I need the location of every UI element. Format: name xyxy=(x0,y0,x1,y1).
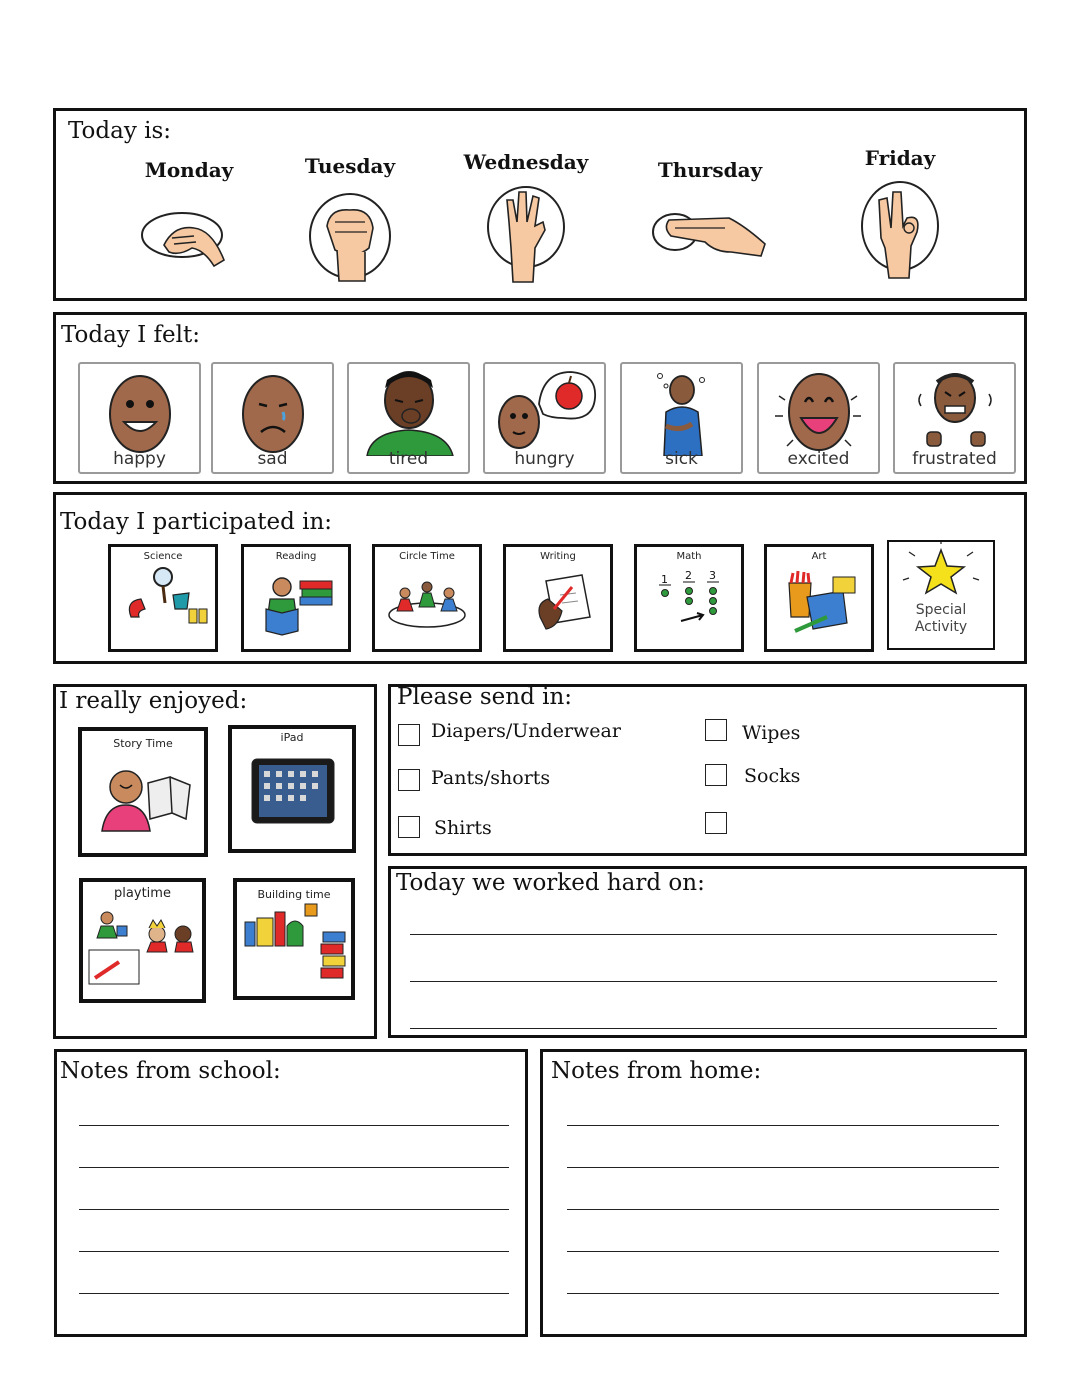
writing-icon xyxy=(506,547,610,649)
sign-tuesday-icon xyxy=(295,186,405,286)
writing-line[interactable] xyxy=(410,934,997,935)
enjoyed-ipad[interactable] xyxy=(228,725,356,853)
activity-special[interactable] xyxy=(887,540,995,650)
excited-face-icon xyxy=(759,366,878,456)
feeling-label: sick xyxy=(665,449,698,469)
feeling-label: tired xyxy=(388,449,429,469)
star-icon xyxy=(889,542,993,602)
day-tuesday[interactable] xyxy=(280,154,420,286)
sign-monday-icon xyxy=(134,190,244,280)
activity-math[interactable] xyxy=(634,544,744,652)
checkbox-label: Pants/shorts xyxy=(431,767,551,789)
notes-home-title: Notes from home: xyxy=(551,1058,762,1084)
writing-line[interactable] xyxy=(567,1251,999,1252)
checkbox-wipes[interactable] xyxy=(705,719,727,741)
feeling-label: happy xyxy=(113,449,166,469)
day-thursday[interactable] xyxy=(640,158,780,275)
day-label: Thursday xyxy=(657,158,763,182)
writing-line[interactable] xyxy=(567,1125,999,1126)
activity-writing[interactable] xyxy=(503,544,613,652)
day-label: Monday xyxy=(144,158,234,182)
checkbox-label: Diapers/Underwear xyxy=(431,720,621,742)
feeling-label: hungry xyxy=(514,449,575,469)
art-supplies-icon xyxy=(767,547,871,649)
day-wednesday[interactable] xyxy=(456,150,596,287)
writing-line[interactable] xyxy=(79,1251,509,1252)
tired-face-icon xyxy=(349,366,468,456)
sign-friday-icon xyxy=(845,178,955,283)
sick-person-icon xyxy=(622,366,741,456)
ipad-icon xyxy=(232,729,352,849)
activity-label: Circle Time xyxy=(399,551,455,562)
activity-label: Writing xyxy=(540,551,576,562)
writing-line[interactable] xyxy=(410,981,997,982)
feeling-label: frustrated xyxy=(912,449,997,469)
writing-line[interactable] xyxy=(79,1209,509,1210)
writing-line[interactable] xyxy=(567,1209,999,1210)
checkbox-socks[interactable] xyxy=(705,764,727,786)
sign-thursday-icon xyxy=(645,190,775,275)
enjoyed-label: Story Time xyxy=(113,737,173,750)
worked-hard-title: Today we worked hard on: xyxy=(396,870,705,896)
checkbox-label: Wipes xyxy=(742,722,801,744)
sign-wednesday-icon xyxy=(471,182,581,287)
checkbox-other[interactable] xyxy=(705,812,727,834)
enjoyed-playtime[interactable] xyxy=(79,878,206,1003)
feeling-sick[interactable] xyxy=(620,362,743,474)
writing-line[interactable] xyxy=(79,1293,509,1294)
special-line: Special xyxy=(915,602,967,618)
enjoyed-building-time[interactable] xyxy=(233,878,355,1000)
enjoyed-label: playtime xyxy=(114,886,171,901)
feeling-frustrated[interactable] xyxy=(893,362,1016,474)
activity-art[interactable] xyxy=(764,544,874,652)
feeling-label: excited xyxy=(787,449,850,469)
writing-line[interactable] xyxy=(79,1125,509,1126)
participated-title: Today I participated in: xyxy=(60,509,333,535)
writing-line[interactable] xyxy=(567,1167,999,1168)
feeling-hungry[interactable] xyxy=(483,362,606,474)
activity-science[interactable] xyxy=(108,544,218,652)
day-friday[interactable] xyxy=(830,146,970,283)
activity-label: Science xyxy=(143,551,183,562)
happy-face-icon xyxy=(80,366,199,456)
writing-line[interactable] xyxy=(567,1293,999,1294)
today-felt-title: Today I felt: xyxy=(61,322,201,348)
notes-school-title: Notes from school: xyxy=(60,1058,281,1084)
day-label: Tuesday xyxy=(304,154,396,178)
feeling-tired[interactable] xyxy=(347,362,470,474)
reading-icon xyxy=(244,547,348,649)
activity-label: Math xyxy=(676,551,702,562)
hungry-face-icon xyxy=(485,366,604,456)
enjoyed-title: I really enjoyed: xyxy=(59,688,248,714)
math-digit: 1 xyxy=(661,573,668,586)
feeling-sad[interactable] xyxy=(211,362,334,474)
day-label: Friday xyxy=(864,146,936,170)
day-monday[interactable] xyxy=(119,158,259,280)
activity-reading[interactable] xyxy=(241,544,351,652)
send-in-title: Please send in: xyxy=(397,684,573,710)
science-icon xyxy=(111,547,215,649)
feeling-excited[interactable] xyxy=(757,362,880,474)
sad-face-icon xyxy=(213,366,332,456)
circle-time-icon xyxy=(375,547,479,649)
checkbox-diapers[interactable] xyxy=(398,724,420,746)
special-line: Activity xyxy=(914,619,968,635)
enjoyed-label: iPad xyxy=(280,731,304,744)
activity-label: Reading xyxy=(275,551,317,562)
writing-line[interactable] xyxy=(79,1167,509,1168)
math-digit: 3 xyxy=(709,569,716,582)
checkbox-shirts[interactable] xyxy=(398,816,420,838)
checkbox-label: Shirts xyxy=(434,817,492,839)
feeling-happy[interactable] xyxy=(78,362,201,474)
special-activity-label xyxy=(889,602,993,636)
activity-label: Art xyxy=(811,551,827,562)
checkbox-label: Socks xyxy=(744,765,801,787)
math-digit: 2 xyxy=(685,569,692,582)
enjoyed-story-time[interactable] xyxy=(78,727,208,857)
frustrated-face-icon xyxy=(895,366,1014,456)
activity-circle-time[interactable] xyxy=(372,544,482,652)
today-is-title: Today is: xyxy=(68,118,172,144)
writing-line[interactable] xyxy=(410,1028,997,1029)
math-counting-icon xyxy=(637,547,741,649)
enjoyed-label: Building time xyxy=(257,888,331,901)
day-label: Wednesday xyxy=(463,150,589,174)
checkbox-pants[interactable] xyxy=(398,769,420,791)
feeling-label: sad xyxy=(257,449,288,469)
